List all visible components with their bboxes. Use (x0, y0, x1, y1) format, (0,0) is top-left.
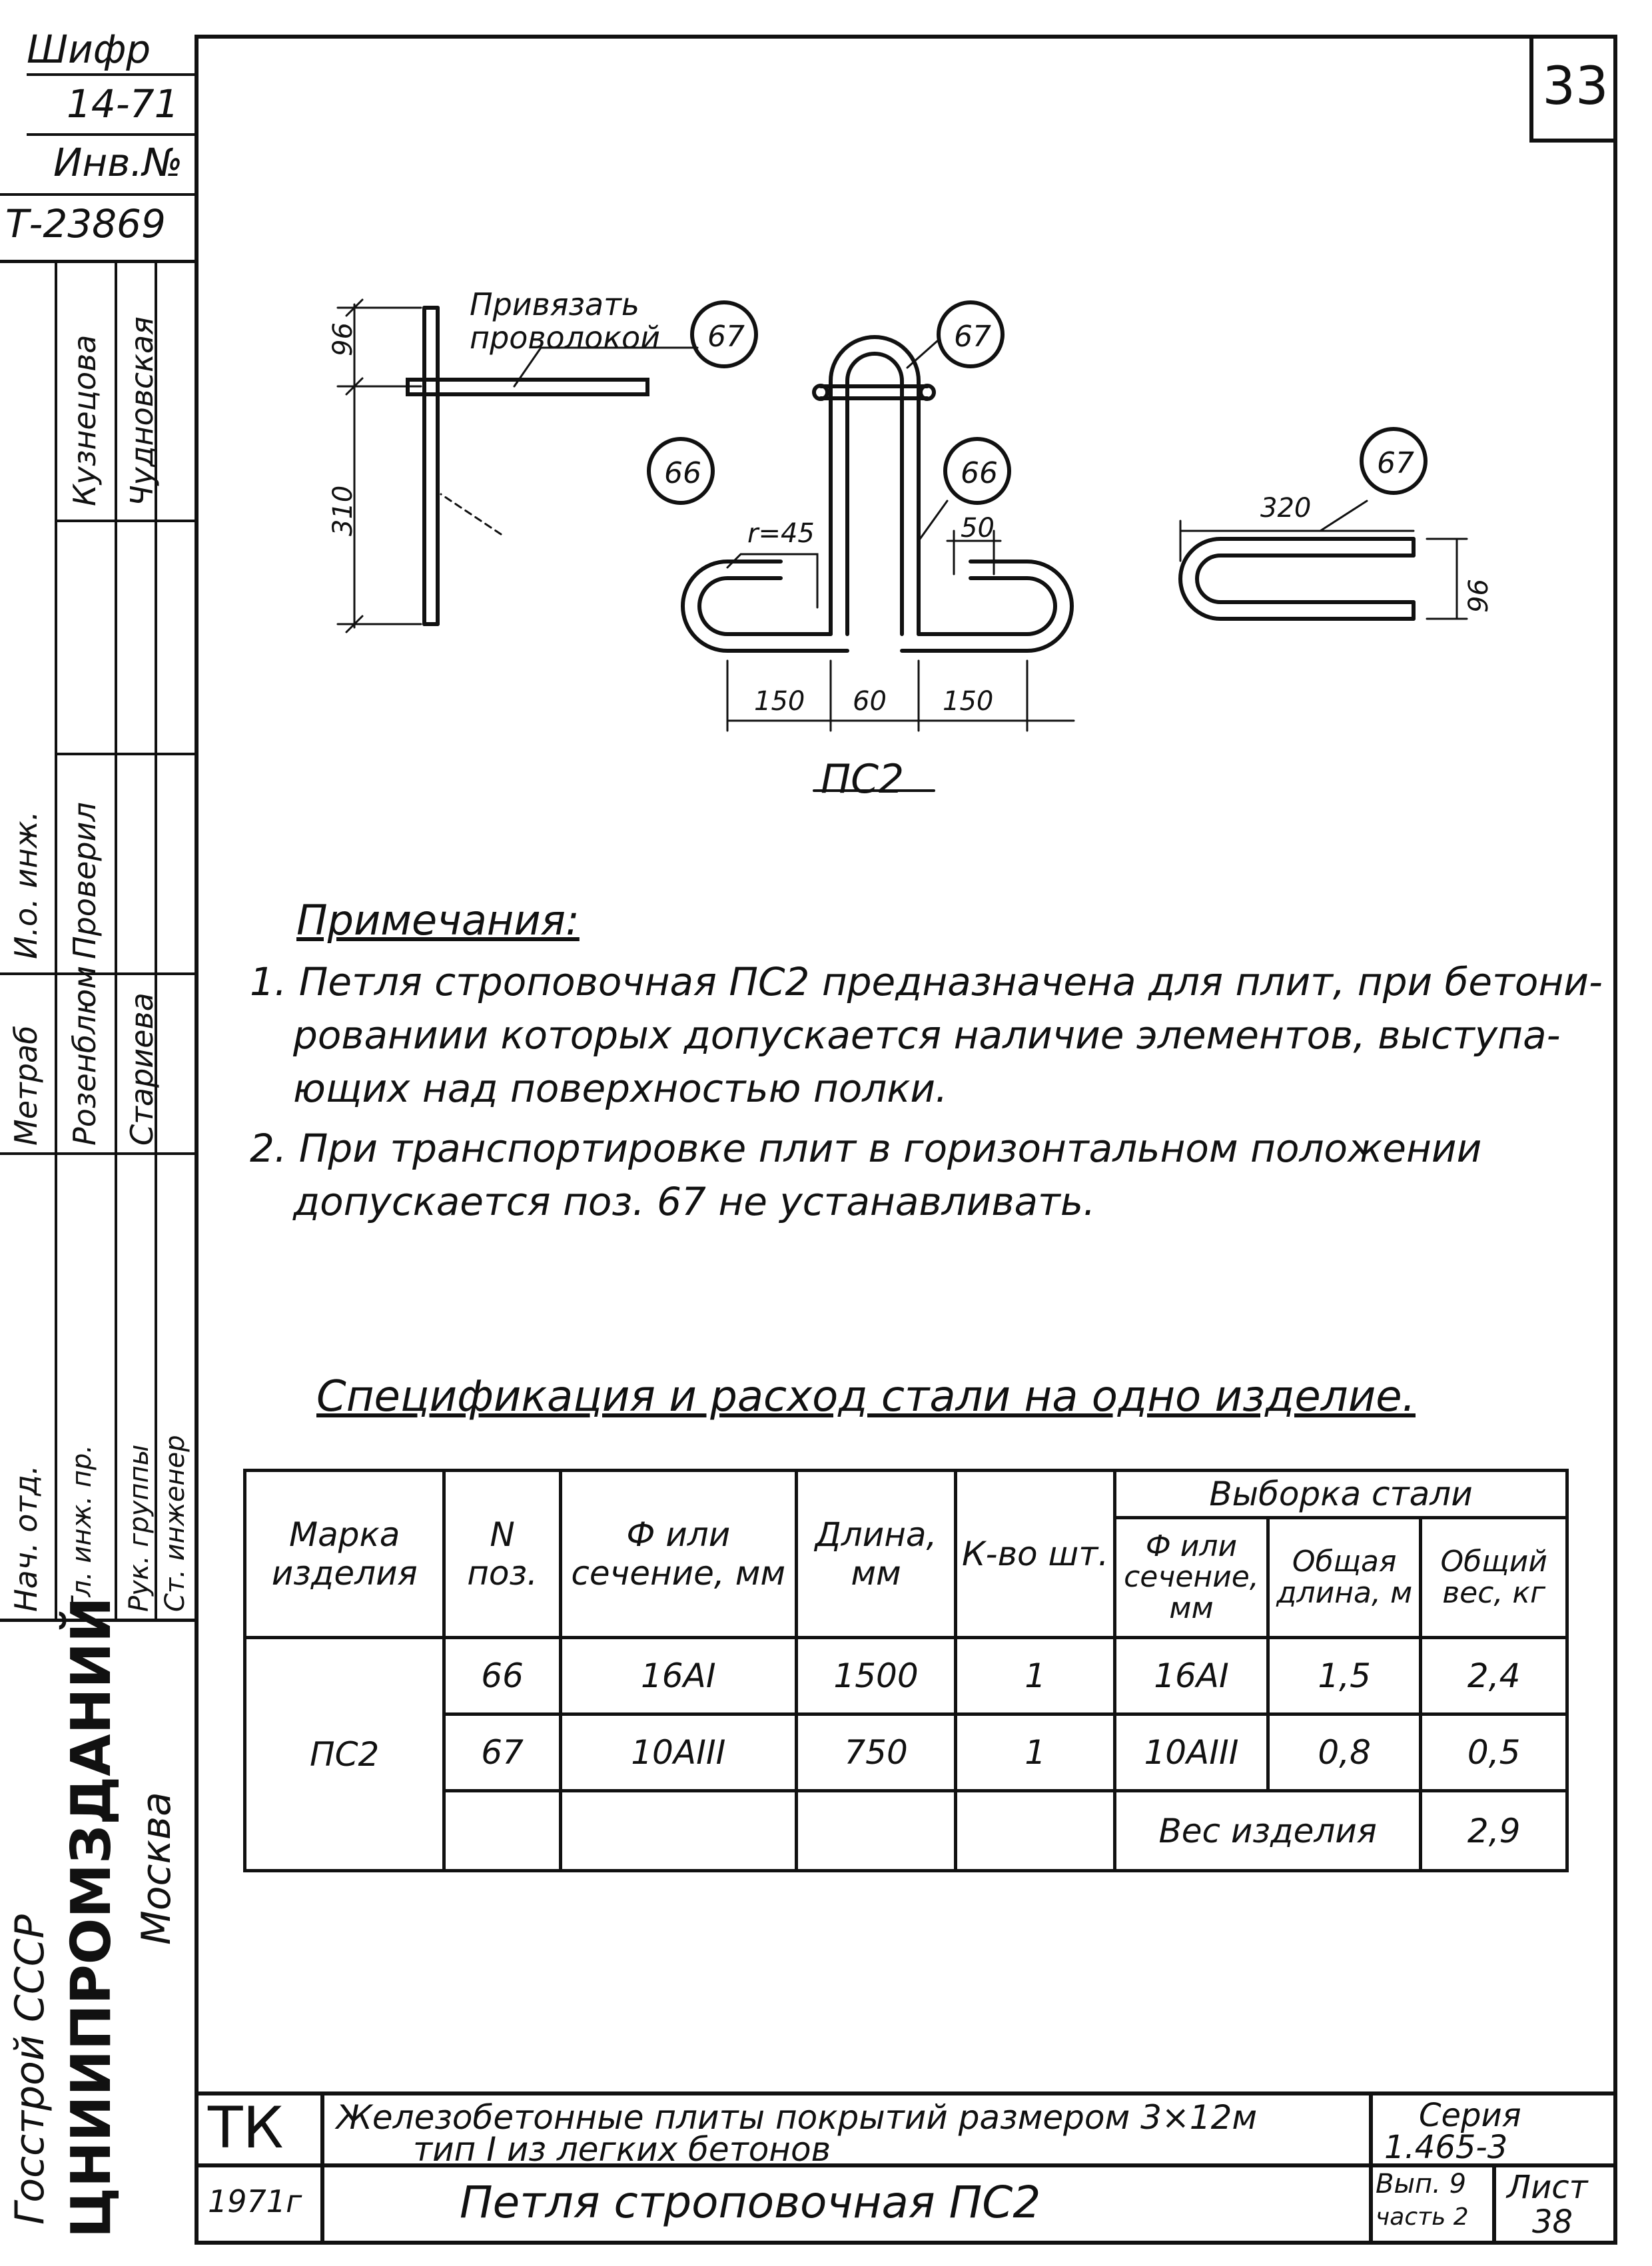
note-line-2: рованиии которых допускается наличие элементов, выступа- (293, 1012, 1561, 1058)
pos-66-left: 66 (664, 456, 701, 490)
dim-96-right: 96 (1463, 579, 1494, 613)
pos-67-left: 67 (707, 320, 745, 354)
cipher-label: Шифр (27, 27, 151, 72)
row1-weight: 2,4 (1421, 1638, 1567, 1714)
inv-label: Инв.№ (53, 140, 183, 185)
tie-note-line2: проволокой (470, 320, 661, 356)
pos-66-center: 66 (961, 456, 998, 490)
sheet-label: Лист (1507, 2169, 1588, 2206)
dim-150-left: 150 (754, 686, 805, 717)
row1-count: 1 (956, 1638, 1115, 1714)
sidebar-name-3: Розенблюм (67, 966, 103, 1146)
hdr-length: Длина, мм (796, 1471, 956, 1638)
dim-150-right: 150 (943, 686, 994, 717)
row3-length (796, 1791, 956, 1871)
title-divider (195, 2163, 324, 2167)
sidebar-strip (0, 0, 195, 2266)
org-top: Госстрой СССР (7, 1914, 53, 2225)
sidebar-name-2: Чудновская (124, 316, 160, 506)
row3-count (956, 1791, 1115, 1871)
sidebar-role-2: Гл. инж. пр. (67, 1444, 97, 1612)
note-line-4: 2. При транспортировке плит в горизонтальном положении (250, 1126, 1482, 1171)
hdr-section: Ф или сечение, мм (560, 1471, 796, 1638)
spec-title: Спецификация и расход стали на одно изделие. (316, 1372, 1416, 1421)
sidebar-name-1: Кузнецова (67, 334, 103, 506)
title-desc-line2: тип I из легких бетонов (413, 2130, 831, 2169)
hdr-mark: Марка изделия (245, 1471, 444, 1638)
row3-section (560, 1791, 796, 1871)
row2-weight: 0,5 (1421, 1714, 1567, 1791)
issue: Вып. 9 (1376, 2169, 1467, 2199)
row1-section: 16АI (560, 1638, 796, 1714)
series-label: Серия (1419, 2097, 1521, 2134)
row1-total-len: 1,5 (1268, 1638, 1420, 1714)
inv-value: Т-23869 (5, 201, 166, 246)
note-line-3: ющих над поверхностью полки. (293, 1066, 948, 1111)
table-row (245, 1638, 1567, 1714)
mark-value: ПС2 (245, 1638, 444, 1871)
row2-length: 750 (796, 1714, 956, 1791)
hdr-sel-length: Общая длина, м (1268, 1518, 1420, 1638)
total-label: Вес изделия (1115, 1791, 1421, 1871)
total-value: 2,9 (1421, 1791, 1567, 1871)
row2-total-len: 0,8 (1268, 1714, 1420, 1791)
note-line-5: допускается поз. 67 не устанавливать. (293, 1179, 1096, 1224)
note-line-1: 1. Петля строповочная ПС2 предназначена для плит, при бетони- (250, 959, 1603, 1004)
dim-left-top: 96 (328, 322, 358, 356)
notes-heading: Примечания: (296, 896, 580, 944)
sidebar-extra-1: И.о. инж. (8, 811, 44, 959)
hdr-sel-section: Ф или сечение, мм (1115, 1518, 1268, 1638)
title-code: ТК (208, 2095, 284, 2161)
row3-pos (444, 1791, 560, 1871)
sidebar-role-3: Рук. группы (124, 1444, 155, 1612)
hdr-pos: N поз. (444, 1471, 560, 1638)
dim-60: 60 (853, 686, 887, 717)
spec-table (243, 1469, 1569, 1872)
pos-67-center: 67 (954, 320, 991, 354)
dim-320: 320 (1260, 493, 1312, 524)
sheet-number: 38 (1532, 2203, 1573, 2241)
row2-section: 10АIII (560, 1714, 796, 1791)
sidebar-extra-3: Метраб (8, 1025, 44, 1146)
dim-left-main: 310 (328, 485, 358, 536)
row2-sel-section: 10АIII (1115, 1714, 1268, 1791)
page-number: 33 (1529, 35, 1617, 143)
row2-pos: 67 (444, 1714, 560, 1791)
dim-hook: 50 (961, 513, 995, 544)
sheet-title: Петля строповочная ПС2 (460, 2177, 1041, 2228)
dim-radius: r=45 (747, 518, 815, 549)
title-divider-sheet (1492, 2163, 1496, 2245)
row1-sel-section: 16АI (1115, 1638, 1268, 1714)
org-main: ЦНИИПРОМЗДАНИЙ (60, 1597, 123, 2238)
tie-note-line1: Привязать (470, 286, 640, 322)
series-value: 1.465-3 (1384, 2129, 1508, 2166)
hdr-count: К-во шт. (956, 1471, 1115, 1638)
row1-length: 1500 (796, 1638, 956, 1714)
drawing-caption: ПС2 (821, 756, 905, 803)
sidebar-role-4: Ст. инженер (160, 1435, 191, 1612)
row2-count: 1 (956, 1714, 1115, 1791)
sidebar-extra-2: Проверил (67, 802, 103, 959)
part: часть 2 (1376, 2203, 1469, 2231)
title-desc-line1: Железобетонные плиты покрытий размером 3×12м (336, 2098, 1258, 2137)
title-divider-v (1369, 2091, 1373, 2245)
title-year: 1971г (208, 2183, 302, 2219)
sidebar-name-4: Стариева (124, 992, 160, 1146)
row1-pos: 66 (444, 1638, 560, 1714)
org-city: Москва (133, 1792, 180, 1945)
hdr-sel-weight: Общий вес, кг (1421, 1518, 1567, 1638)
sidebar-role-1: Нач. отд. (8, 1465, 44, 1612)
pos-67-right: 67 (1377, 446, 1414, 480)
cipher-value: 14-71 (67, 81, 179, 127)
hdr-selection: Выборка стали (1115, 1471, 1567, 1518)
